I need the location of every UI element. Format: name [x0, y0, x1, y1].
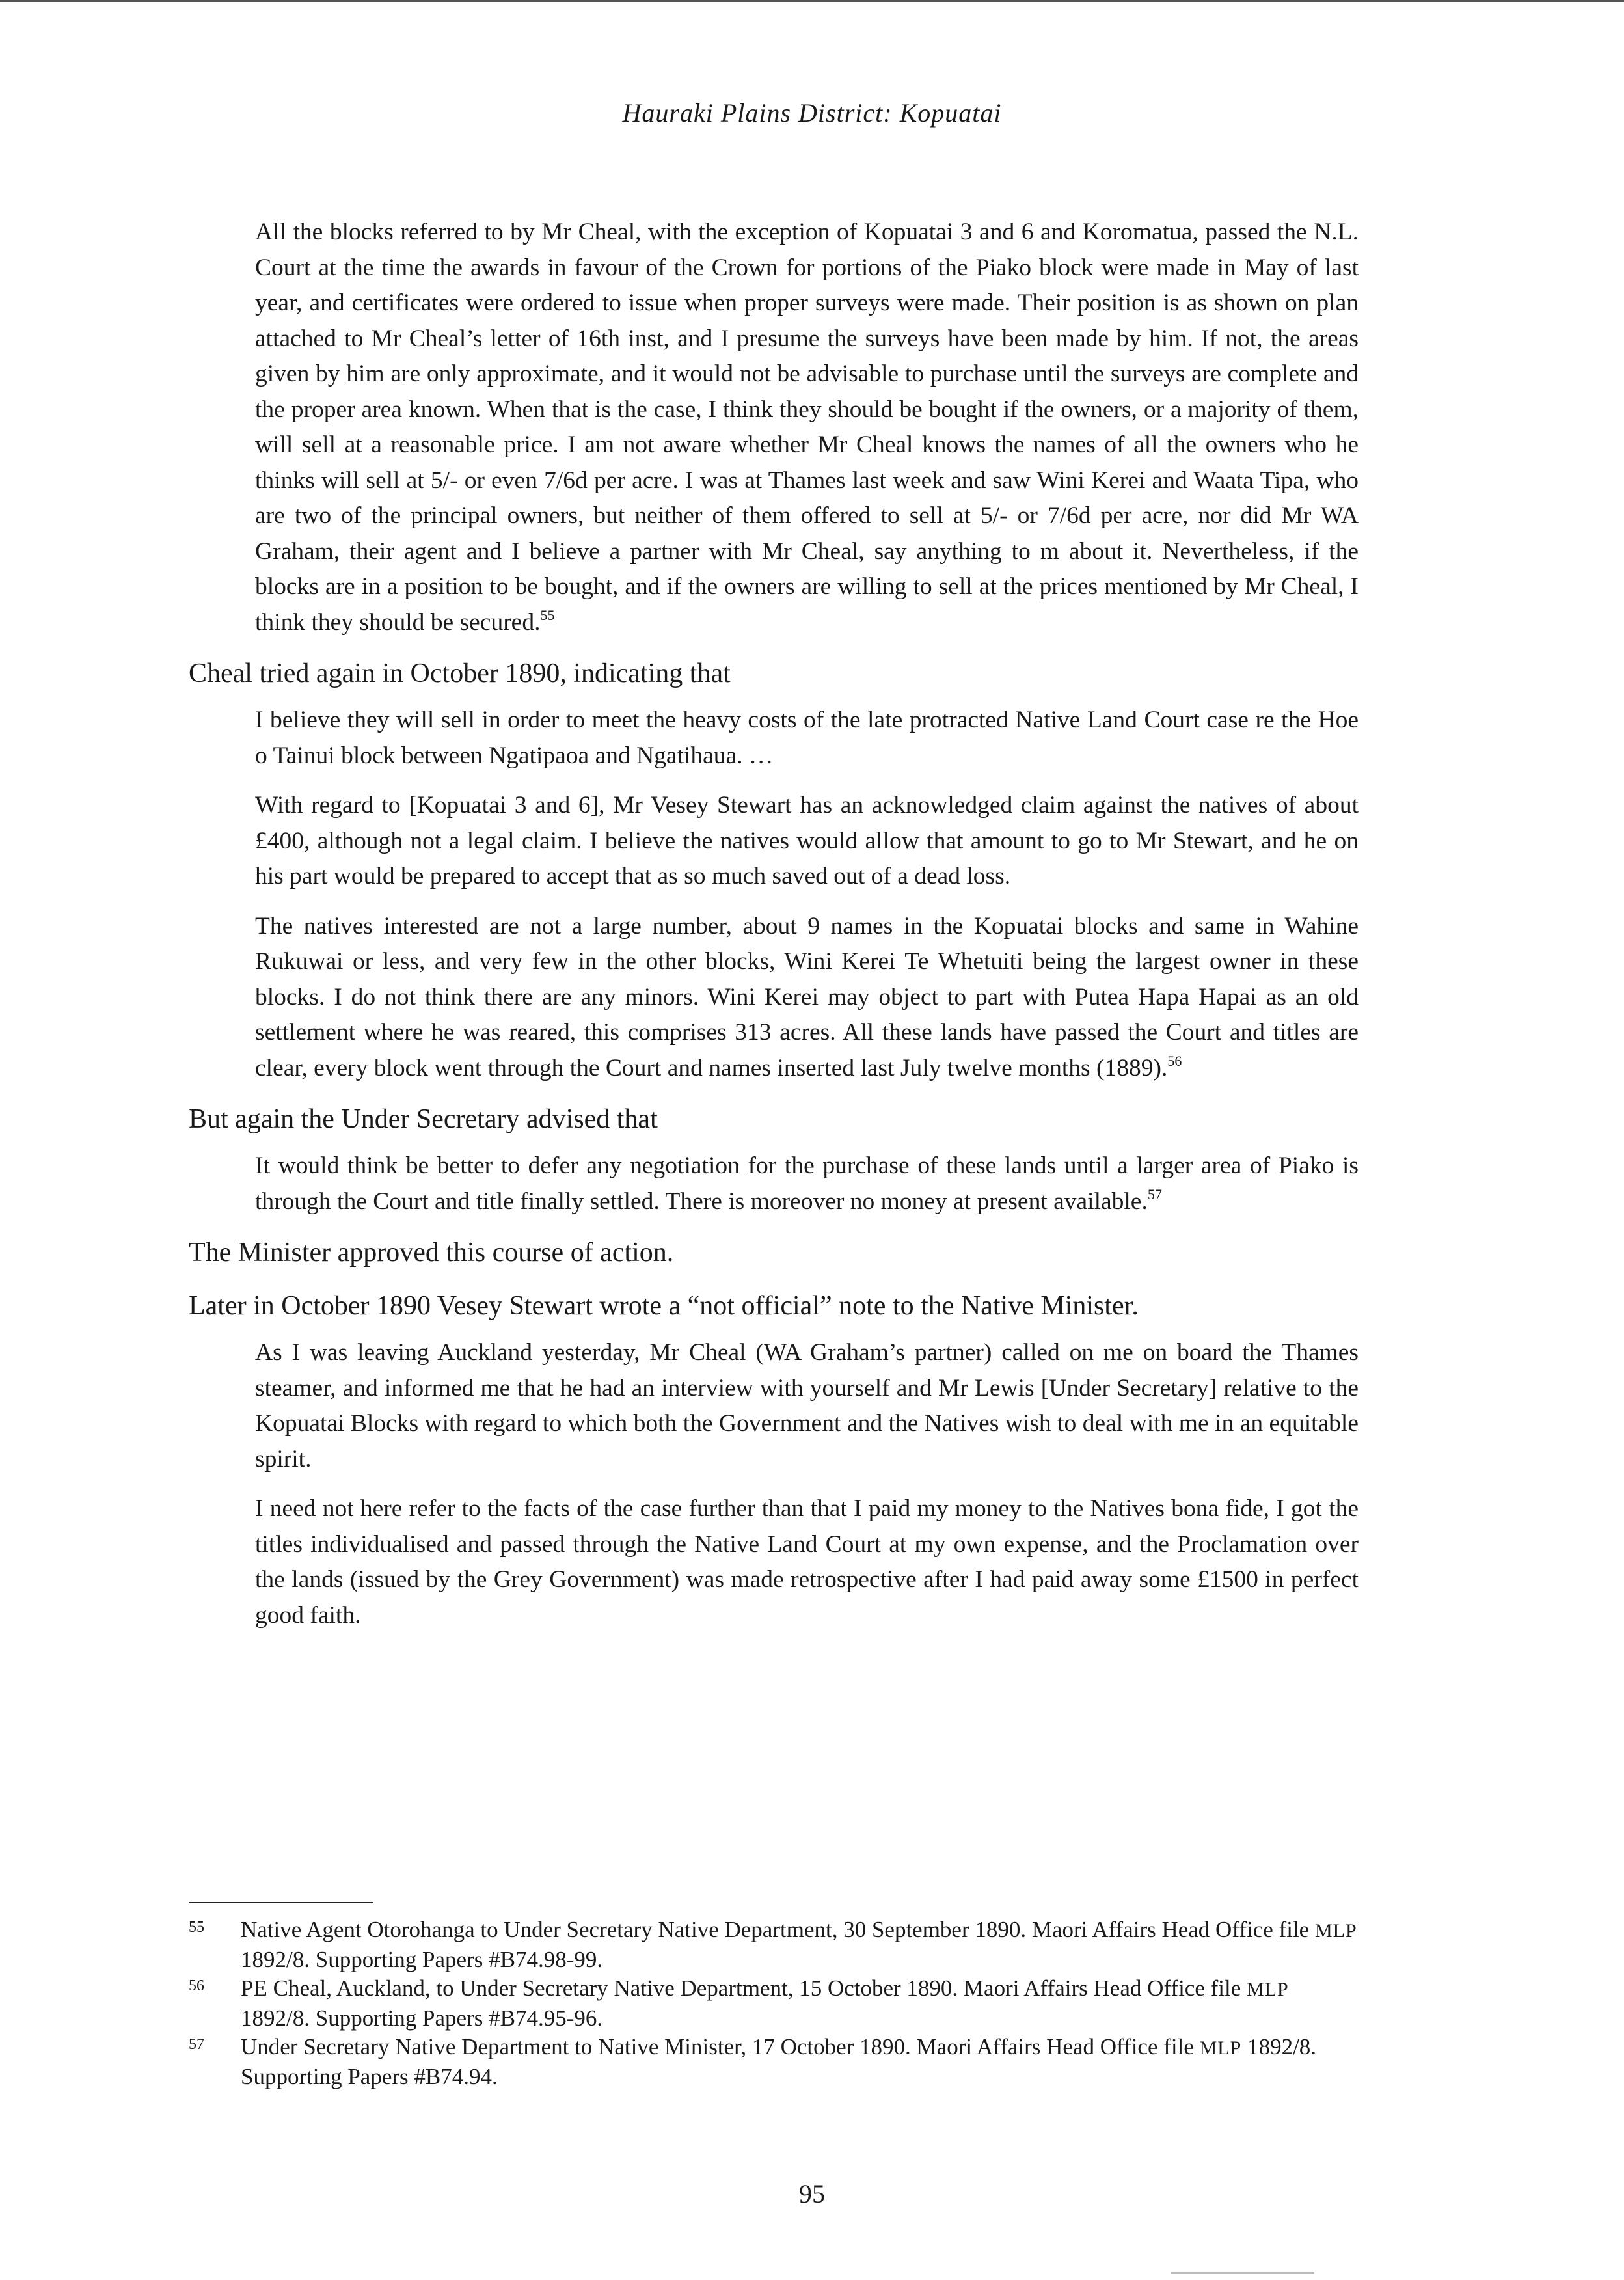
block-quote-1 [255, 215, 1359, 640]
footnote-ref-57[interactable]: 57 [1147, 1186, 1162, 1202]
block-quote-2 [255, 703, 1359, 1086]
footnote-56 [189, 1974, 1360, 2033]
footnote-text-lead: Under Secretary Native Department to Native Minister, 17 October 1890. Maori Affairs Head Office file [241, 2034, 1200, 2059]
block-quote-4 [255, 1335, 1359, 1633]
paragraph-cheal-tried-again: Cheal tried again in October 1890, indicating that [189, 658, 731, 688]
footnote-55 [189, 1916, 1360, 1974]
footnote-text-lead: Native Agent Otorohanga to Under Secretary Native Department, 30 September 1890. Maori Affairs Head Office file [241, 1917, 1315, 1942]
footnote-ref-56[interactable]: 56 [1167, 1052, 1182, 1069]
footnote-separator [189, 1902, 373, 1903]
top-rule [0, 0, 1624, 2]
quote-2-paragraph-1: I believe they will sell in order to meet the heavy costs of the late protracted Native Land Court case re the Hoe o Tainui block between Ngatipaoa and Ngatihaua. … [255, 707, 1359, 769]
footnote-file-code: MLP [1247, 1979, 1289, 2000]
footnote-text-tail: 1892/8. Supporting Papers #B74.94. [241, 2034, 1317, 2089]
quote-4-paragraph-2: I need not here refer to the facts of the case further than that I paid my money to the Natives bona fide, I got the titles individualised and passed through the Native Land Court at my own expense, and the Proclamation over the lands (issued by the Grey Government) was made retrospective after I had paid away some £1500 in perfect good faith. [255, 1495, 1359, 1629]
block-quote-3 [255, 1148, 1359, 1219]
footnote-text [241, 1916, 1360, 1974]
footnote-number: 55 [189, 1919, 204, 1936]
footnote-ref-55[interactable]: 55 [540, 606, 555, 623]
footnote-file-code: MLP [1314, 1920, 1357, 1942]
footnote-text-tail: 1892/8. Supporting Papers #B74.98-99. [241, 1947, 603, 1972]
quote-4-paragraph-1: As I was leaving Auckland yesterday, Mr Cheal (WA Graham’s partner) called on me on board the Thames steamer, and informed me that he had an interview with yourself and Mr Lewis [Under Secretary] relative to the Kopuatai Blocks with regard to which both the Government and the Natives wish to deal with me in an equitable spirit. [255, 1339, 1359, 1472]
quote-1-text: All the blocks referred to by Mr Cheal, with the exception of Kopuatai 3 and 6 and Koromatua, passed the N.L. Court at the time the awards in favour of the Crown for portions of the Piako block were made in May of last year, and certificates were ordered to issue when proper surveys were made. Their position is as shown on plan attached to Mr Cheal’s letter of 16th inst, and I presume the surveys have been made by him. If not, the areas given by him are only approximate, and it would not be advisable to purchase until the surveys are complete and the proper area known. When that is the case, I think they should be bought if the owners, or a majority of them, will sell at a reasonable price. I am not aware whether Mr Cheal knows the names of all the owners who he thinks will sell at 5/- or even 7/6d per acre. I was at Thames last week and saw Wini Kerei and Waata Tipa, who are two of the principal owners, but neither of them offered to sell at 5/- or 7/6d per acre, nor did Mr WA Graham, their agent and I believe a partner with Mr Cheal, say anything to m about it. Nevertheless, if the blocks are in a position to be bought, and if the owners are willing to sell at the prices mentioned by Mr Cheal, I think they should be secured. [255, 219, 1359, 636]
footnote-number: 57 [189, 2036, 204, 2053]
paragraph-vesey-stewart-note: Later in October 1890 Vesey Stewart wrote a “not official” note to the Native Minister. [189, 1291, 1139, 1321]
footnote-number: 56 [189, 1977, 204, 1994]
quote-2-paragraph-3 [255, 909, 1359, 1087]
quote-2-paragraph-2: With regard to [Kopuatai 3 and 6], Mr Vesey Stewart has an acknowledged claim against the natives of about £400, although not a legal claim. I believe the natives would allow that amount to go to Mr Stewart, and he on his part would be prepared to accept that as so much saved out of a dead loss. [255, 792, 1359, 889]
quote-2-paragraph-3-text: The natives interested are not a large number, about 9 names in the Kopuatai blocks and same in Wahine Rukuwai or less, and very few in the other blocks, Wini Kerei Te Whetuiti being the largest owner in these blocks. I do not think there are any minors. Wini Kerei may object to part with Putea Hapa Hapai as an old settlement where he was reared, this comprises 313 acres. All these lands have passed the Court and titles are clear, every block went through the Court and names inserted last July twelve months (1889). [255, 912, 1359, 1081]
paragraph-minister-approved: The Minister approved this course of action. [189, 1238, 674, 1268]
scan-edge-mark [1171, 2272, 1314, 2274]
quote-3-text: It would think be better to defer any negotiation for the purchase of these lands until a larger area of Piako is through the Court and title finally settled. There is moreover no money at present available. [255, 1152, 1359, 1215]
footnote-text [241, 1974, 1360, 2033]
footnote-text [241, 2033, 1360, 2091]
footnote-text-lead: PE Cheal, Auckland, to Under Secretary Native Department, 15 October 1890. Maori Affairs Head Office file [241, 1975, 1247, 2001]
page-number: 95 [799, 2179, 825, 2208]
footnote-57 [189, 2033, 1360, 2091]
running-head: Hauraki Plains District: Kopuatai [622, 98, 1002, 128]
footnotes [189, 1916, 1360, 2091]
paragraph-under-secretary-advised: But again the Under Secretary advised that [189, 1104, 658, 1134]
footnote-file-code: MLP [1199, 2037, 1242, 2059]
footnote-text-tail: 1892/8. Supporting Papers #B74.95-96. [241, 2005, 603, 2031]
main-text [189, 215, 1360, 1633]
